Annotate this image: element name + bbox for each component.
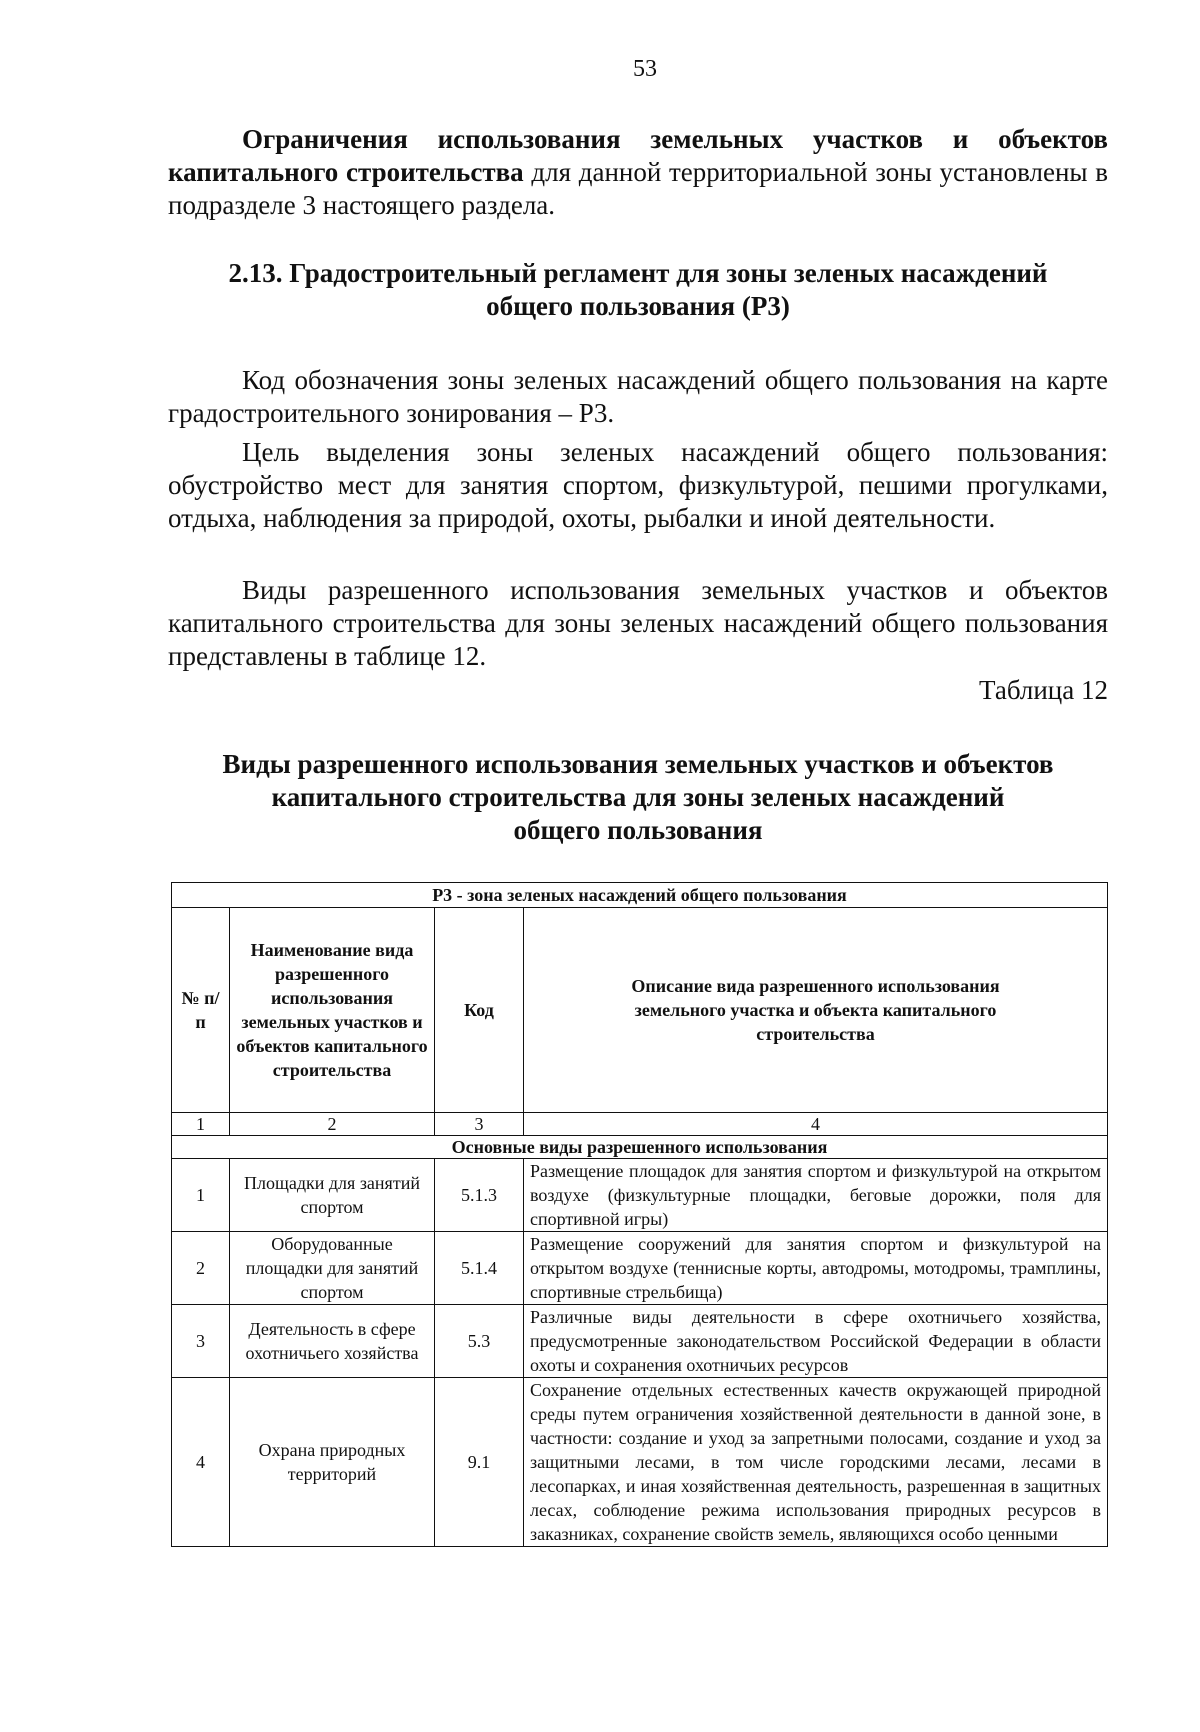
page-number: 53 — [633, 56, 657, 82]
table-label: Таблица 12 — [979, 675, 1108, 705]
column-number-2: 2 — [230, 1113, 435, 1136]
table-title — [168, 748, 1108, 847]
row-name: Деятельность в сфере охотничьего хозяйства — [230, 1305, 435, 1378]
table-zone-title: Р3 - зона зеленых насаждений общего пользования — [172, 883, 1108, 908]
table-title-line3: общего пользования — [513, 815, 763, 845]
permitted-uses-table — [171, 882, 1108, 1547]
row-name: Оборудованные площадки для занятий спортом — [230, 1232, 435, 1305]
section-heading-line2: общего пользования (Р3) — [486, 291, 790, 321]
table-row — [172, 1378, 1108, 1547]
row-code: 5.3 — [435, 1305, 524, 1378]
column-number-3: 3 — [435, 1113, 524, 1136]
section-heading-line1: 2.13. Градостроительный регламент для зоны зеленых насаждений — [228, 258, 1048, 288]
table-row — [172, 1232, 1108, 1305]
header-description: Описание вида разрешенного использования земельного участка и объекта капитального строительства — [524, 908, 1108, 1113]
table-zone-title-row — [172, 883, 1108, 908]
table-row — [172, 1159, 1108, 1232]
zone-purpose-paragraph: Цель выделения зоны зеленых насаждений общего пользования: обустройство мест для занятия спортом, физкультурой, пешими прогулками, отдыха, наблюдения за природой, охоты, рыбалки и иной деятельности. — [168, 437, 1108, 533]
row-description: Различные виды деятельности в сфере охотничьего хозяйства, предусмотренные законодательством Российской Федерации в области охоты и сохранения охотничьих ресурсов — [524, 1305, 1108, 1378]
table-row — [172, 1305, 1108, 1378]
table-title-line2: капитального строительства для зоны зеленых насаждений — [271, 782, 1005, 812]
row-num: 1 — [172, 1159, 230, 1232]
header-name: Наименование вида разрешенного использования земельных участков и объектов капитального строительства — [230, 908, 435, 1113]
row-name: Площадки для занятий спортом — [230, 1159, 435, 1232]
intro-paragraph — [168, 123, 1108, 222]
table-header-row — [172, 908, 1108, 1113]
column-number-row — [172, 1113, 1108, 1136]
row-num: 2 — [172, 1232, 230, 1305]
column-number-1: 1 — [172, 1113, 230, 1136]
row-code: 9.1 — [435, 1378, 524, 1547]
group-title-row — [172, 1136, 1108, 1159]
row-description: Размещение площадок для занятия спортом и физкультурой на открытом воздухе (физкультурные площадки, беговые дорожки, поля для спортивной игры) — [524, 1159, 1108, 1232]
intro-bold-lead: Ограничения использования земельных участков и объектов капитального строительства — [168, 124, 1108, 187]
header-num: № п/п — [172, 908, 230, 1113]
permitted-uses-paragraph: Виды разрешенного использования земельных участков и объектов капитального строительства для зоны зеленых насаждений общего пользования представлены в таблице 12. — [168, 575, 1108, 671]
intro-rest: для данной территориальной зоны установлены в подразделе 3 настоящего раздела. — [168, 157, 1108, 220]
row-name: Охрана природных территорий — [230, 1378, 435, 1547]
row-num: 3 — [172, 1305, 230, 1378]
header-code: Код — [435, 908, 524, 1113]
row-code: 5.1.3 — [435, 1159, 524, 1232]
section-heading — [168, 257, 1108, 323]
row-code: 5.1.4 — [435, 1232, 524, 1305]
group-title: Основные виды разрешенного использования — [172, 1136, 1108, 1159]
column-number-4: 4 — [524, 1113, 1108, 1136]
zone-code-paragraph: Код обозначения зоны зеленых насаждений общего пользования на карте градостроительного зонирования – Р3. — [168, 365, 1108, 428]
row-num: 4 — [172, 1378, 230, 1547]
table-title-line1: Виды разрешенного использования земельных участков и объектов — [222, 749, 1054, 779]
row-description: Размещение сооружений для занятия спортом и физкультурой на открытом воздухе (теннисные корты, автодромы, мотодромы, трамплины, спортивные стрельбища) — [524, 1232, 1108, 1305]
row-description: Сохранение отдельных естественных качеств окружающей природной среды путем ограничения хозяйственной деятельности в данной зоне, в частности: создание и уход за запретными полосами, создание и уход за защитными лесами, в том числе городскими лесами, лесами в лесопарках, и иная хозяйственная деятельность, разрешенная в защитных лесах, соблюдение режима использования природных ресурсов в заказниках, сохранение свойств земель, являющихся особо ценными — [524, 1378, 1108, 1547]
